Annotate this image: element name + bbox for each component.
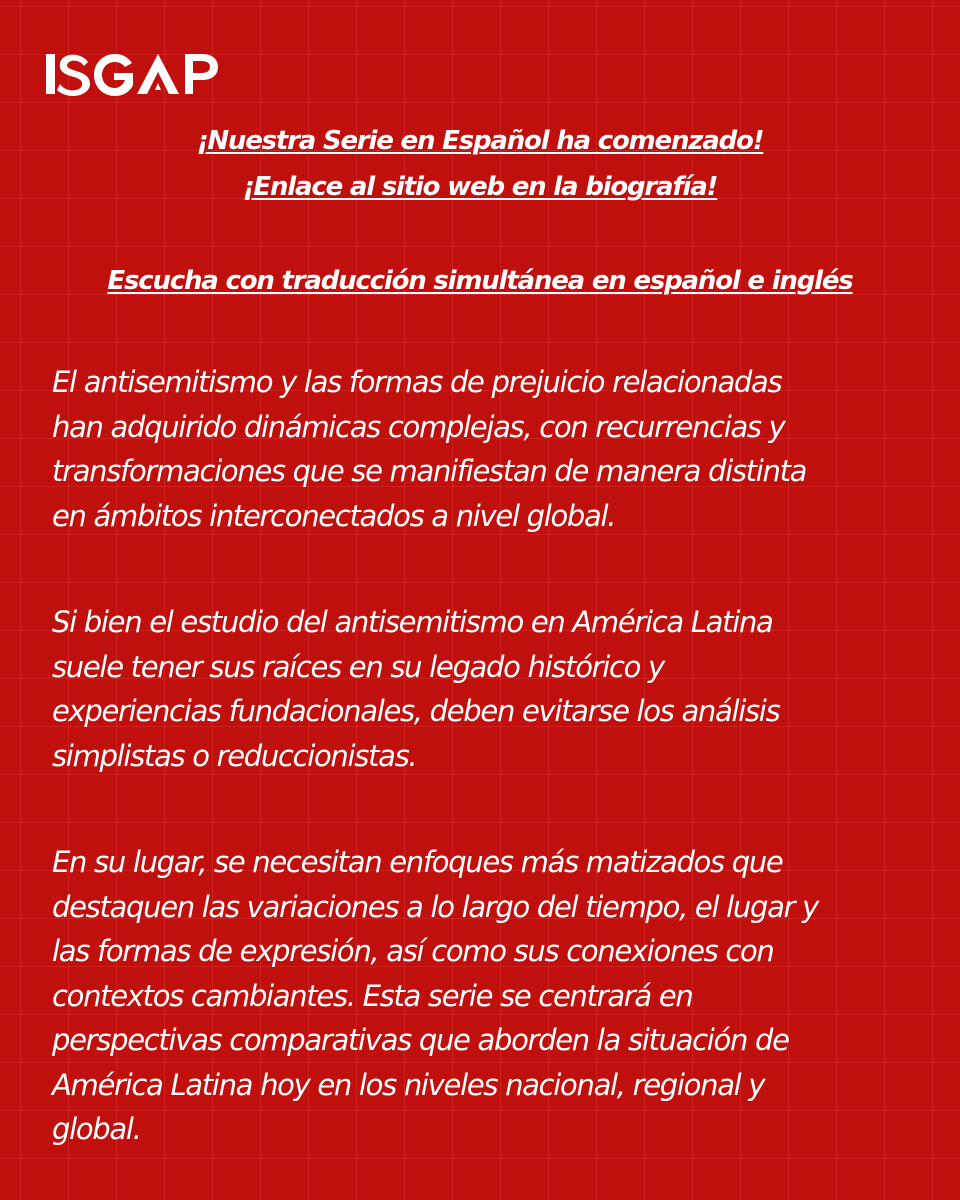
paragraph-line: han adquirido dinámicas complejas, con recurrencias y	[52, 409, 785, 444]
isgap-logo-mark	[46, 50, 236, 98]
paragraph-line: El antisemitismo y las formas de prejuicio relacionadas	[52, 365, 782, 399]
paragraph-line: experiencias fundacionales, deben evitarse los análisis	[52, 694, 780, 728]
paragraph-3	[52, 840, 932, 1152]
paragraph-line: simplistas o reduccionistas.	[52, 738, 417, 773]
subheadline: Escucha con traducción simultánea en español e inglés	[107, 266, 853, 296]
paragraph-line: las formas de expresión, así como sus conexiones con	[52, 934, 774, 968]
paragraph-line: perspectivas comparativas que aborden la situación de	[52, 1023, 789, 1057]
paragraph-line: suele tener sus raíces en su legado histórico y	[52, 649, 664, 684]
paragraph-line: global.	[52, 1112, 141, 1146]
isgap-logo	[46, 50, 236, 98]
paragraph-line: En su lugar, se necesitan enfoques más matizados que	[52, 845, 783, 879]
paragraph-2	[52, 600, 932, 778]
paragraph-line: contextos cambiantes. Esta serie se centrará en	[52, 978, 693, 1013]
headline-line-2: ¡Enlace al sitio web en la biografía!	[242, 172, 718, 202]
headline-line-1: ¡Nuestra Serie en Español ha comenzado!	[196, 126, 764, 156]
paragraph-1	[52, 360, 932, 538]
paragraph-line: Si bien el estudio del antisemitismo en América Latina	[52, 605, 773, 639]
paragraph-line: en ámbitos interconectados a nivel global.	[52, 498, 616, 533]
paragraph-line: destaquen las variaciones a lo largo del tiempo, el lugar y	[52, 889, 818, 924]
paragraph-line: América Latina hoy en los niveles nacional, regional y	[52, 1067, 765, 1102]
paragraph-line: transformaciones que se manifiestan de manera distinta	[52, 454, 807, 488]
